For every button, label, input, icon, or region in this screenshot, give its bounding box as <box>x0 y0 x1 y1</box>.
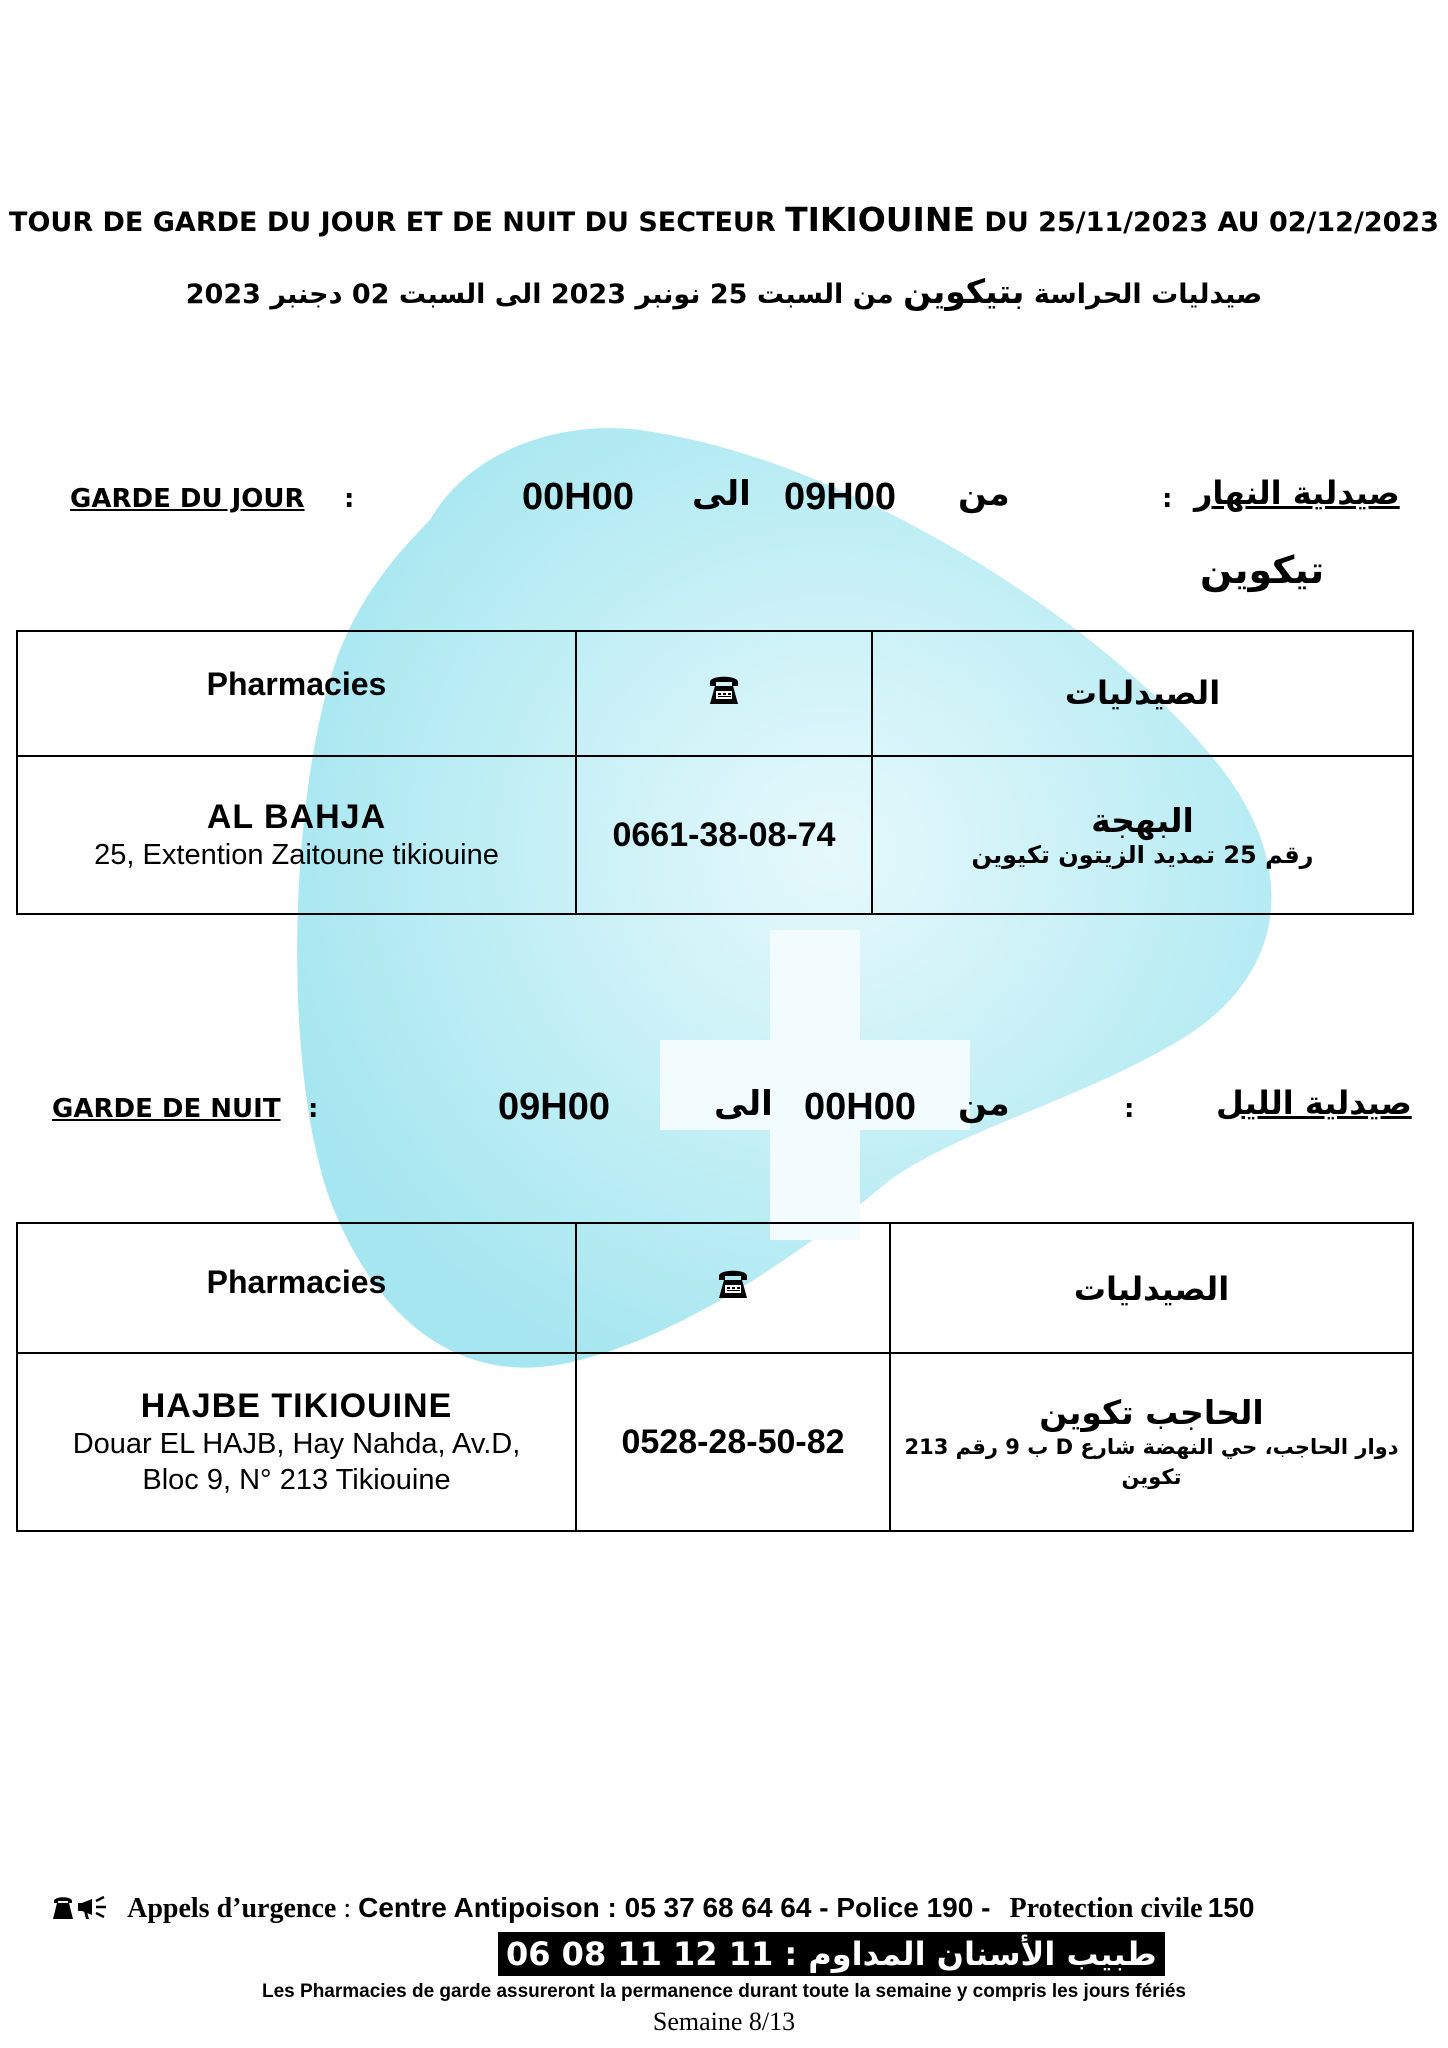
header-pharmacies-ar: الصيدليات <box>1064 674 1221 712</box>
night-guard-colon: : <box>308 1094 319 1124</box>
day-guard-colon-ar: : <box>1162 484 1173 514</box>
table-row <box>17 756 1413 914</box>
night-guard-colon-ar: : <box>1124 1094 1135 1124</box>
protection-civile-number: 150 <box>1207 1892 1255 1923</box>
header-cell-fr <box>17 1223 576 1353</box>
night-to-word: الى <box>714 1084 773 1124</box>
emergency-colon: : <box>336 1893 359 1924</box>
title-ar-line2: 2023 <box>185 279 261 310</box>
day-pharmacy-address-fr: 25, Extention Zaitoune tikiouine <box>94 838 499 871</box>
table-header-row <box>17 1223 1413 1353</box>
night-pharmacy-cell-fr <box>17 1353 576 1531</box>
day-pharmacy-cell-fr <box>17 756 576 914</box>
night-from-word: من <box>958 1084 1010 1124</box>
header-cell-phone <box>576 631 872 756</box>
header-cell-phone <box>576 1223 890 1353</box>
day-pharmacy-name-ar: البهجة <box>1091 800 1194 840</box>
night-pharmacy-name-ar: الحاجب تكوين <box>1039 1392 1264 1432</box>
header-pharmacies-fr: Pharmacies <box>206 666 387 702</box>
header-cell-ar <box>890 1223 1413 1353</box>
page-title-fr <box>0 200 1448 239</box>
phone-megaphone-icon <box>52 1893 110 1921</box>
day-pharmacy-table <box>16 630 1414 915</box>
day-from-word: من <box>958 474 1010 514</box>
emergency-calls-line <box>52 1892 1396 1925</box>
week-indicator: Semaine 8/13 <box>652 2007 796 2036</box>
night-pharmacy-cell-ar <box>890 1353 1413 1531</box>
day-guard-colon: : <box>344 484 355 514</box>
title-fr-sector: TIKIOUINE <box>785 200 975 239</box>
dentist-on-duty-banner: طبيب الأسنان المداوم : 11 12 11 08 06 <box>498 1932 1165 1976</box>
antipoison-police-text: Centre Antipoison : 05 37 68 64 64 - Police 190 - <box>358 1892 991 1923</box>
day-pharmacy-cell-phone <box>576 756 872 914</box>
night-guard-label-fr: GARDE DE NUIT <box>52 1094 281 1124</box>
day-city-ar: تيكوين <box>1200 548 1325 592</box>
emergency-label: Appels d’urgence <box>127 1893 337 1924</box>
header-cell-ar <box>872 631 1413 756</box>
title-fr-suffix: DU 25/11/2023 AU 02/12/2023 <box>984 207 1439 238</box>
night-to-time: 09H00 <box>498 1086 610 1128</box>
night-pharmacy-name-fr: HAJBE TIKIOUINE <box>140 1386 453 1425</box>
day-to-word: الى <box>692 474 751 514</box>
page-title-ar <box>0 272 1448 311</box>
night-guard-label-ar: صيدلية الليل <box>1216 1084 1412 1122</box>
night-pharmacy-phone: 0528-28-50-82 <box>621 1422 845 1461</box>
protection-civile-label: Protection civile <box>1009 1893 1203 1924</box>
title-ar-prefix: صيدليات الحراسة <box>1033 279 1263 310</box>
night-pharmacy-address-fr-line1: Douar EL HAJB, Hay Nahda, Av.D, <box>72 1427 521 1460</box>
header-pharmacies-ar: الصيدليات <box>1073 1270 1230 1308</box>
title-fr-prefix: TOUR DE GARDE DU JOUR ET DE NUIT DU SECTEUR <box>9 207 776 238</box>
table-row <box>17 1353 1413 1531</box>
night-pharmacy-address-fr-line2: Bloc 9, N° 213 Tikiouine <box>142 1463 451 1496</box>
header-pharmacies-fr: Pharmacies <box>206 1264 387 1300</box>
day-pharmacy-phone: 0661-38-08-74 <box>612 815 836 854</box>
day-to-time: 00H00 <box>522 476 634 518</box>
footer-note: Les Pharmacies de garde assureront la permanence durant toute la semaine y compris les jours fériés <box>262 1981 1186 2002</box>
night-from-time: 00H00 <box>804 1086 916 1128</box>
day-guard-label-fr: GARDE DU JOUR <box>70 484 305 514</box>
night-pharmacy-address-ar-line1: دوار الحاجب، حي النهضة شارع D ب 9 رقم 213 <box>904 1434 1399 1459</box>
night-pharmacy-cell-phone <box>576 1353 890 1531</box>
day-pharmacy-cell-ar <box>872 756 1413 914</box>
telephone-icon <box>707 670 741 708</box>
day-pharmacy-name-fr: AL BAHJA <box>206 797 387 836</box>
day-pharmacy-address-ar: رقم 25 تمديد الزيتون تكيوين <box>971 840 1314 869</box>
title-ar-sector: بتيكوين <box>903 272 1025 311</box>
telephone-icon <box>716 1264 750 1302</box>
day-guard-label-ar: صيدلية النهار <box>1194 474 1400 512</box>
night-pharmacy-address-ar-line2: تكوين <box>1121 1464 1182 1489</box>
day-from-time: 09H00 <box>784 476 896 518</box>
title-ar-line1-suffix: من السبت 25 نونبر 2023 الى السبت 02 دجنبر <box>270 279 894 310</box>
table-header-row <box>17 631 1413 756</box>
night-pharmacy-table <box>16 1222 1414 1532</box>
header-cell-fr <box>17 631 576 756</box>
